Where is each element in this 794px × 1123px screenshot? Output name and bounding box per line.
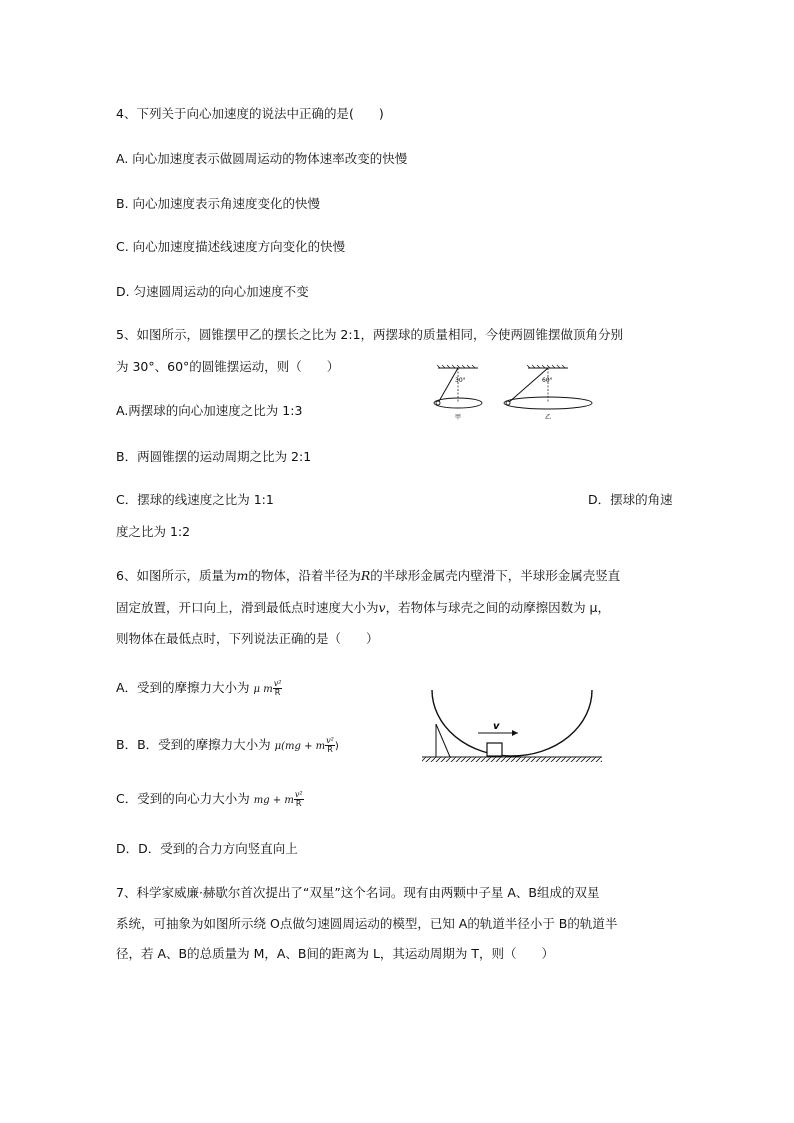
q4-option-c: C. 向心加速度描述线速度方向变化的快慢 (116, 239, 346, 254)
formula: mg + m (253, 795, 294, 806)
frac-num: v² (326, 736, 334, 745)
frac-den: R (327, 745, 333, 754)
frac-den: R (295, 799, 302, 808)
q6-text: 的物体，沿着半径为 (248, 568, 361, 583)
q6-option-b (116, 737, 339, 755)
q6-stem-line3: 则物体在最低点时，下列说法正确的是（ ） (116, 631, 379, 646)
velocity-label: v (493, 721, 500, 732)
fraction (325, 737, 335, 754)
velocity-arrowhead (512, 730, 518, 736)
frac-num: v² (273, 679, 282, 688)
q6-hemisphere-figure (420, 688, 605, 770)
q4-option-d: D. 匀速圆周运动的向心加速度不变 (116, 284, 309, 299)
label-yi: 乙 (545, 414, 552, 421)
formula-suffix: ) (334, 741, 339, 752)
q6-option-d: D．D．受到的合力方向竖直向上 (116, 841, 298, 856)
var-m: m (236, 568, 249, 583)
q5-option-a: A.两摆球的向心加速度之比为 1:3 (116, 403, 303, 418)
label-jia: 甲 (455, 414, 462, 421)
hemisphere-shell (432, 690, 592, 756)
q6-text: 6、如图所示，质量为 (116, 568, 237, 583)
q6-stem-line2 (116, 600, 610, 616)
q5-stem-line2: 为 30°、60°的圆锥摆运动，则（ ） (116, 359, 340, 374)
q5-option-b: B．两圆锥摆的运动周期之比为 2:1 (116, 449, 312, 464)
var-R: R (360, 568, 371, 583)
q7-line3: 径，若 A、B的总质量为 M，A、B间的距离为 L，其运动周期为 T，则（ ） (116, 946, 555, 961)
q4-stem: 4、下列关于向心加速度的说法中正确的是( ) (116, 106, 384, 121)
fraction (273, 680, 283, 697)
angle-label-yi: 60° (542, 377, 553, 384)
var-v: v (378, 600, 386, 615)
q6-text: 固定放置，开口向上，滑到最低点时速度大小为 (116, 600, 379, 615)
pendulum-yi (504, 365, 592, 421)
q4-option-a: A. 向心加速度表示做圆周运动的物体速率改变的快慢 (116, 151, 408, 166)
q5-option-d-part2: 度之比为 1:2 (116, 524, 191, 539)
formula: μ m (253, 684, 273, 695)
q5-option-c: C．摆球的线速度之比为 1:1 (116, 492, 274, 507)
q7-line1: 7、科学家威廉·赫歇尔首次提出了“双星”这个名词。现有由两颗中子星 A、B组成的双星 (116, 885, 600, 900)
option-text: C．受到的向心力大小为 (116, 791, 250, 806)
q5-conical-pendulum-figure (428, 362, 598, 422)
block (487, 743, 502, 756)
q7-line2: 系统，可抽象为如图所示绕 O点做匀速圆周运动的模型，已知 A的轨道半径小于 B的轨道半 (116, 916, 618, 931)
q5-stem-line1: 5、如图所示，圆锥摆甲乙的摆长之比为 2:1，两摆球的质量相同，今使两圆锥摆做顶角分别 (116, 327, 624, 342)
option-text: B．B．受到的摩擦力大小为 (116, 737, 271, 752)
q4-option-b: B. 向心加速度表示角速度变化的快慢 (116, 196, 321, 211)
q6-option-c (116, 791, 304, 809)
option-text: A．受到的摩擦力大小为 (116, 680, 250, 695)
frac-den: R (274, 688, 281, 697)
frac-num: v² (294, 790, 303, 799)
ground-hatch (422, 757, 602, 762)
q6-stem-line1 (116, 568, 620, 584)
q6-text: ，若物体与球壳之间的动摩擦因数为 μ， (385, 600, 611, 615)
formula: μ(mg + m (274, 741, 326, 752)
q6-text: 的半球形金属壳内壁滑下，半球形金属壳竖直 (370, 568, 621, 583)
q6-option-a (116, 680, 282, 698)
pendulum-jia (434, 365, 482, 421)
q5-option-d-part1: D．摆球的角速 (588, 492, 673, 507)
angle-label-jia: 30° (455, 377, 466, 384)
fraction (294, 791, 304, 808)
